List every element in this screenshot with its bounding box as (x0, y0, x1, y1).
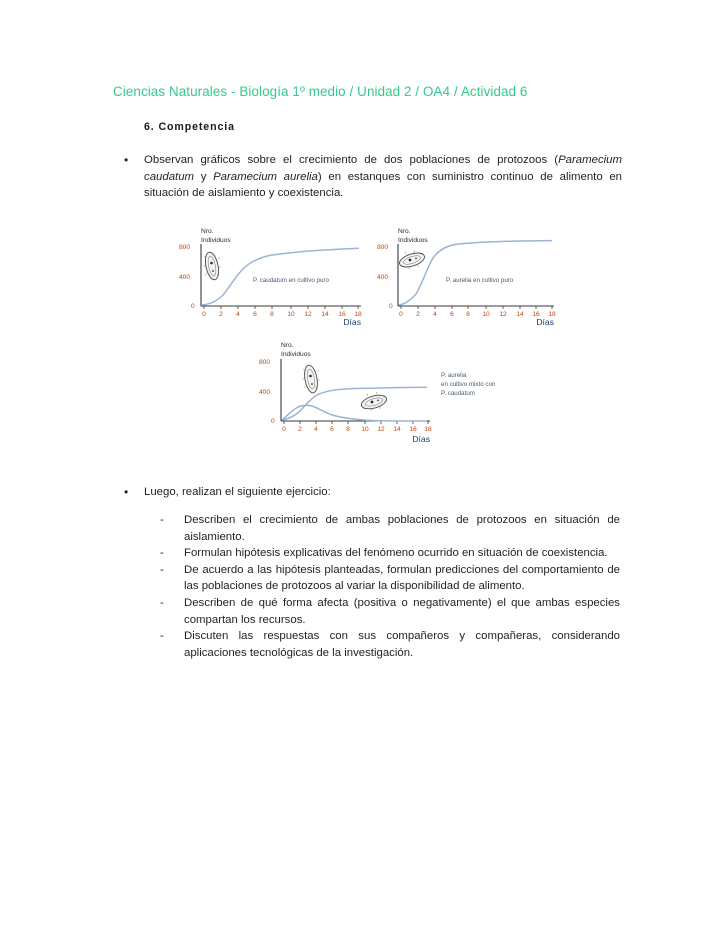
list-item (160, 545, 620, 562)
bullet-paragraph-luego (122, 484, 622, 501)
series-annotation-caudatum-pure: P. caudatum en cultivo puro (253, 277, 329, 284)
svg-text:16: 16 (532, 311, 540, 318)
dash-marker-icon: - (160, 514, 164, 526)
bullet-paragraph-observan (122, 152, 622, 202)
x-tick-labels (399, 311, 556, 318)
y-tick-800: 800 (377, 244, 389, 251)
bullet-text-luego: Luego, realizan el siguiente ejercicio: (144, 486, 331, 498)
list-item (160, 512, 620, 545)
dash-marker-icon: - (160, 547, 164, 560)
bullet-segment-tail: ) en estanques con suministro continuo de alimento en situación de aislamiento y coexistencia. (144, 170, 623, 200)
svg-text:18: 18 (354, 311, 362, 318)
y-tick-0: 0 (389, 303, 393, 310)
svg-text:8: 8 (270, 311, 274, 318)
bullet-marker-icon: • (124, 153, 129, 167)
series-annotation-aurelia-pure: P. aurelia en cultivo puro (446, 277, 514, 284)
svg-text:16: 16 (338, 311, 346, 318)
paramecium-illustration-icon (398, 250, 426, 270)
list-item (160, 595, 620, 628)
species-name-caudatum: Paramecium caudatum (144, 154, 622, 183)
series-line-aurelia-pure (399, 241, 552, 305)
svg-text:12: 12 (304, 311, 312, 318)
y-tick-0: 0 (191, 303, 195, 310)
chart-mixed-culture (245, 334, 510, 446)
svg-text:12: 12 (377, 426, 385, 433)
list-item (160, 628, 620, 661)
chart-caudatum-pure (165, 222, 370, 327)
list-item-text: Describen el crecimiento de ambas poblaciones de protozoos en situación de aislamiento. (184, 514, 620, 543)
legend-line-2: en cultivo mixto con (441, 381, 496, 388)
y-tick-400: 400 (179, 274, 191, 281)
figure-group-protozoa-growth (165, 222, 565, 452)
svg-text:2: 2 (416, 311, 420, 318)
page-title: Ciencias Naturales - Biología 1º medio / Unidad 2 / OA4 / Actividad 6 (113, 84, 528, 99)
svg-text:2: 2 (298, 426, 302, 433)
legend-line-3: P. caudatum (441, 390, 475, 397)
dash-marker-icon: - (160, 596, 164, 609)
svg-text:14: 14 (516, 311, 524, 318)
svg-text:0: 0 (202, 311, 206, 318)
svg-text:18: 18 (424, 426, 432, 433)
list-item-text: De acuerdo a las hipótesis planteadas, formulan predicciones del comportamiento de las poblaciones de protozoos al variar la disponibilidad de alimento. (184, 563, 620, 593)
list-item-text: Formulan hipótesis explicativas del fenómeno ocurrido en situación de coexistencia. (184, 547, 608, 560)
exercise-list (160, 512, 620, 661)
bullet-marker-icon: • (124, 485, 129, 499)
bullet-segment-conjunction: y (194, 170, 214, 183)
chart-caudatum-pure-canvas (165, 222, 370, 327)
dash-marker-icon: - (160, 563, 164, 576)
x-axis-label: Días (412, 434, 430, 444)
chart-mixed-culture-canvas (245, 334, 510, 446)
svg-text:8: 8 (466, 311, 470, 318)
svg-text:10: 10 (361, 426, 369, 433)
svg-text:0: 0 (399, 311, 403, 318)
svg-text:4: 4 (236, 311, 240, 318)
svg-text:10: 10 (287, 311, 295, 318)
paramecium-illustration-icon (303, 364, 320, 394)
svg-text:8: 8 (346, 426, 350, 433)
section-heading: 6. Competencia (144, 121, 235, 133)
dash-marker-icon: - (160, 630, 164, 643)
bullet-text-observan (144, 152, 622, 202)
bullet-segment-text: Observan gráficos sobre el crecimiento de dos poblaciones de protozoos ( (144, 154, 559, 166)
svg-text:2: 2 (219, 311, 223, 318)
y-tick-800: 800 (179, 244, 191, 251)
paramecium-illustration-icon (360, 392, 388, 411)
svg-text:12: 12 (499, 311, 507, 318)
svg-text:14: 14 (321, 311, 329, 318)
x-axis-label: Días (343, 317, 361, 327)
x-tick-labels (282, 426, 432, 433)
y-axis-label-line1: Nro. (201, 228, 214, 235)
y-tick-0: 0 (271, 418, 275, 425)
chart-legend (441, 372, 496, 397)
svg-text:6: 6 (450, 311, 454, 318)
svg-text:4: 4 (314, 426, 318, 433)
y-axis-label-line2: Individuos (201, 237, 231, 244)
list-item (160, 562, 620, 595)
legend-line-1: P. aurelia (441, 372, 467, 379)
svg-text:14: 14 (393, 426, 401, 433)
species-name-aurelia: Paramecium aurelia (213, 170, 318, 183)
y-axis-label-line2: Individuos (398, 237, 428, 244)
svg-text:6: 6 (330, 426, 334, 433)
svg-text:18: 18 (548, 311, 556, 318)
chart-aurelia-pure-canvas (362, 222, 562, 327)
svg-text:6: 6 (253, 311, 257, 318)
svg-text:4: 4 (433, 311, 437, 318)
y-axis-label-line1: Nro. (281, 342, 294, 349)
paramecium-illustration-icon (203, 251, 221, 281)
y-tick-800: 800 (259, 359, 271, 366)
list-item-text: Describen de qué forma afecta (positiva o negativamente) el que ambas especies compartan los recursos. (184, 596, 620, 626)
svg-text:0: 0 (282, 426, 286, 433)
y-axis-label-line2: Individuos (281, 351, 311, 358)
x-tick-labels (202, 311, 362, 318)
chart-aurelia-pure (362, 222, 562, 327)
svg-text:10: 10 (482, 311, 490, 318)
y-tick-400: 400 (377, 274, 389, 281)
svg-text:16: 16 (409, 426, 417, 433)
x-axis-label: Días (536, 317, 554, 327)
y-tick-400: 400 (259, 389, 271, 396)
list-item-text: Discuten las respuestas con sus compañeros y compañeras, considerando aplicaciones tecnológicas de la investigación. (184, 630, 620, 659)
y-axis-label-line1: Nro. (398, 228, 411, 235)
series-line-aurelia-mixed (282, 387, 427, 420)
